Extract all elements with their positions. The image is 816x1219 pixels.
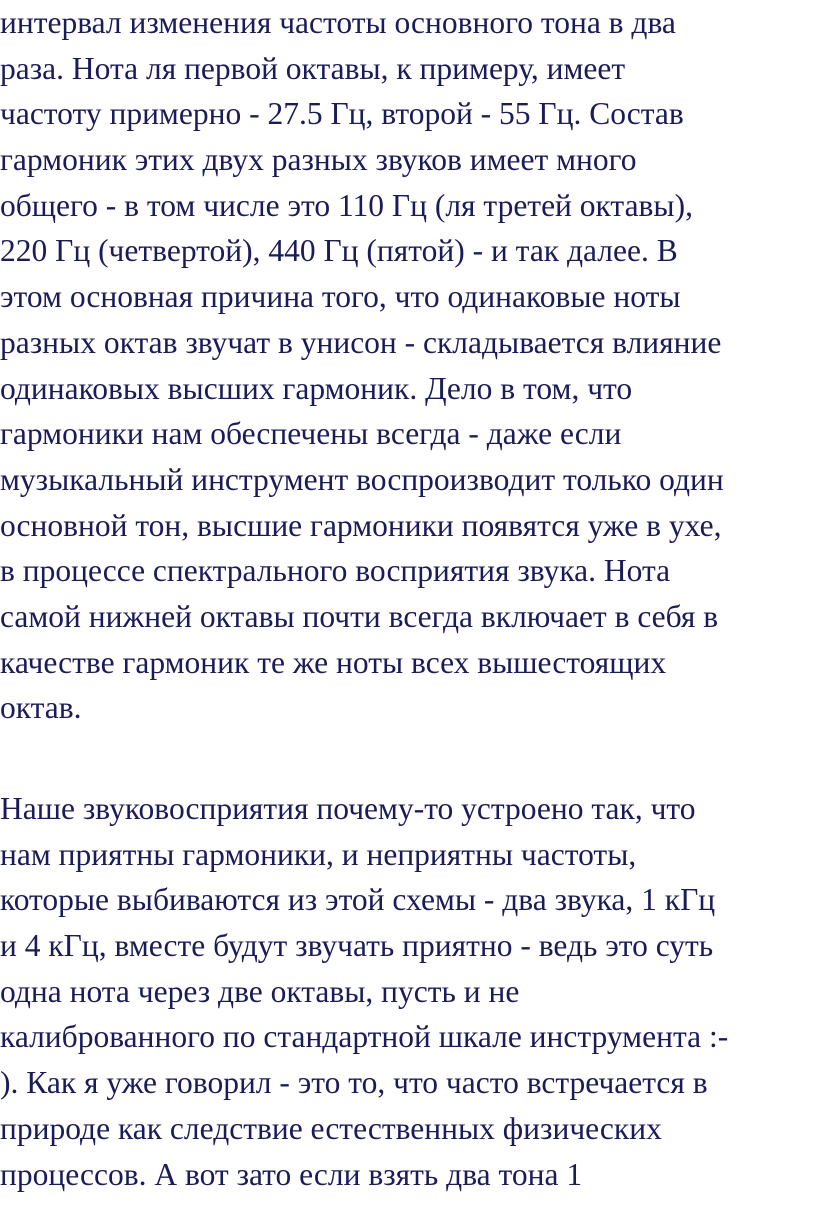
paragraph-line: в процессе спектрального восприятия звука. Нота (0, 553, 671, 589)
paragraph-line: 220 Гц (четвертой), 440 Гц (пятой) - и так далее. В (0, 233, 678, 269)
paragraph-line: музыкальный инструмент воспроизводит только один (0, 461, 724, 497)
paragraph-line: октав. (0, 690, 82, 726)
paragraph-line: одинаковых высших гармоник. Дело в том, что (0, 370, 633, 406)
paragraph-line: которые выбиваются из этой схемы - два звука, 1 кГц (0, 882, 716, 918)
paragraph-line: качестве гармоник те же ноты всех вышестоящих (0, 644, 667, 680)
paragraph-line: общего - в том числе это 110 Гц (ля третей октавы), (0, 187, 693, 223)
paragraph-line: процессов. А вот зато если взять два тона 1 (0, 1156, 583, 1192)
paragraph-line: гармоник этих двух разных звуков имеет много (0, 142, 637, 178)
paragraph-line: разных октав звучат в унисон - складывается влияние (0, 324, 722, 360)
paragraph-line: интервал изменения частоты основного тона в два (0, 5, 676, 40)
paragraph-line: гармоники нам обеспечены всегда - даже если (0, 416, 622, 452)
paragraph-line: самой нижней октавы почти всегда включает в себя в (0, 598, 719, 634)
paragraph-line: и 4 кГц, вместе будут звучать приятно - ведь это суть (0, 928, 714, 964)
paragraph-line: природе как следствие естественных физических (0, 1110, 662, 1146)
paragraph-line: основной тон, высшие гармоники появятся уже в ухе, (0, 507, 722, 543)
paragraph-line: ). Как я уже говорил - это то, что часто встречается в (0, 1065, 708, 1101)
paragraph-2 (0, 786, 816, 1197)
paragraph-line: одна нота через две октавы, пусть и не (0, 973, 520, 1009)
paragraph-line: Наше звуковосприятия почему-то устроено так, что (0, 791, 696, 826)
paragraph-line: нам приятны гармоники, и неприятны частоты, (0, 836, 637, 872)
paragraph-line: частоту примерно - 27.5 Гц, второй - 55 Гц. Состав (0, 96, 684, 132)
paragraph-line: этом основная причина того, что одинаковые ноты (0, 279, 681, 315)
paragraph-line: калиброванного по стандартной шкале инструмента :- (0, 1019, 729, 1055)
paragraph-line: раза. Нота ля первой октавы, к примеру, имеет (0, 50, 626, 86)
